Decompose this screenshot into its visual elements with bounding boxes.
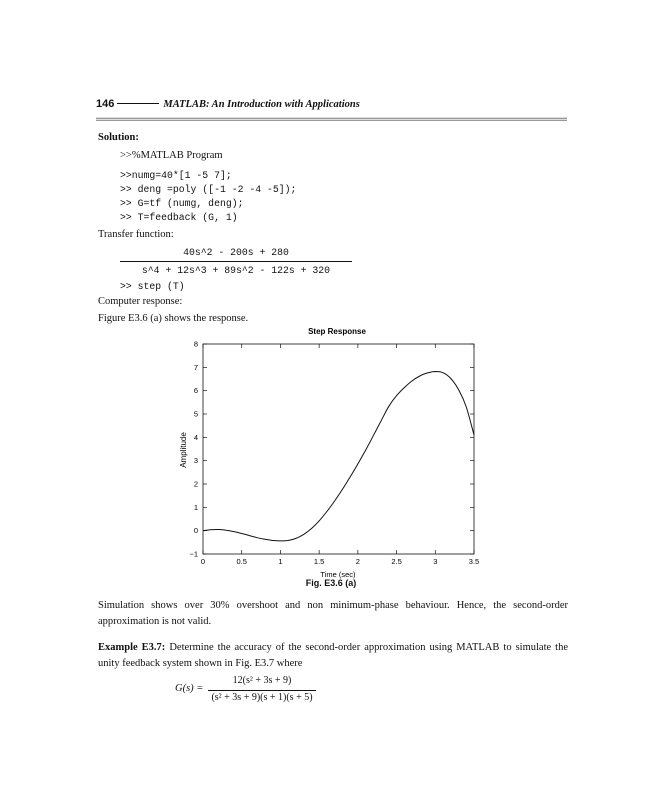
simulation-paragraph: Simulation shows over 30% overshoot and non minimum-phase behaviour. Hence, the second-order approximation is not valid. — [98, 600, 568, 627]
plot-area — [203, 344, 474, 554]
x-tick-label: 2 — [355, 557, 360, 566]
code-line-4: >> G=tf (numg, deng); — [120, 198, 244, 209]
x-axis-label: Time (sec) — [320, 570, 356, 579]
book-title: MATLAB: An Introduction with Applications — [163, 99, 360, 110]
computer-response-label: Computer response: — [98, 296, 183, 307]
y-tick-label: 5 — [193, 409, 198, 419]
figure-caption: Fig. E3.6 (a) — [305, 578, 357, 588]
example-text: Determine the accuracy of the second-order approximation using MATLAB to simulate the unity feedback system shown in Fig. E3.7 where — [98, 642, 568, 669]
tf-fraction-bar — [120, 261, 352, 262]
page-number: 146 — [96, 98, 115, 110]
running-header — [96, 98, 567, 116]
y-tick-label: −1 — [189, 549, 198, 559]
example-paragraph — [98, 640, 568, 672]
x-tick-label: 1 — [278, 557, 283, 566]
step-response-line — [203, 372, 474, 541]
header-rule — [96, 117, 567, 121]
x-tick-label: 1.5 — [313, 557, 325, 566]
x-tick-label: 3.5 — [468, 557, 480, 566]
example-label: Example E3.7: — [98, 642, 166, 653]
figure-reference: Figure E3.6 (a) shows the response. — [98, 313, 249, 324]
y-tick-label: 1 — [193, 502, 198, 512]
solution-heading: Solution: — [98, 132, 139, 143]
tf-numerator: 40s^2 - 200s + 280 — [183, 247, 289, 258]
g-fraction-bar — [208, 690, 316, 691]
code-line-3: >> deng =poly ([-1 -2 -4 -5]); — [120, 184, 297, 195]
y-tick-label: 0 — [193, 526, 198, 536]
code-line-1: >>%MATLAB Program — [120, 150, 223, 161]
x-tick-label: 0.5 — [236, 557, 247, 566]
transfer-function-label: Transfer function: — [98, 229, 174, 240]
y-tick-label: 2 — [193, 479, 198, 489]
code-line-2: >>numg=40*[1 -5 7]; — [120, 170, 232, 181]
x-tick-label: 3 — [433, 557, 438, 566]
x-tick-label: 2.5 — [391, 557, 402, 566]
header-dash — [117, 103, 159, 104]
y-tick-label: 3 — [193, 456, 198, 466]
step-command: >> step (T) — [120, 281, 185, 292]
g-lhs: G(s) = — [175, 683, 204, 694]
tf-denominator: s^4 + 12s^3 + 89s^2 - 122s + 320 — [141, 265, 331, 276]
y-tick-label: 7 — [193, 362, 198, 372]
code-line-5: >> T=feedback (G, 1) — [120, 212, 238, 223]
g-denominator: (s² + 3s + 9)(s + 1)(s + 5) — [211, 692, 313, 703]
y-tick-label: 4 — [193, 432, 198, 442]
chart-title: Step Response — [308, 327, 366, 336]
g-numerator: 12(s² + 3s + 9) — [232, 675, 292, 686]
x-tick-label: 0 — [200, 557, 206, 566]
step-response-chart — [170, 322, 490, 580]
y-tick-label: 8 — [193, 339, 198, 349]
y-axis-label: Amplitude — [179, 432, 188, 468]
y-tick-label: 6 — [193, 386, 198, 396]
x-axis — [201, 344, 479, 566]
